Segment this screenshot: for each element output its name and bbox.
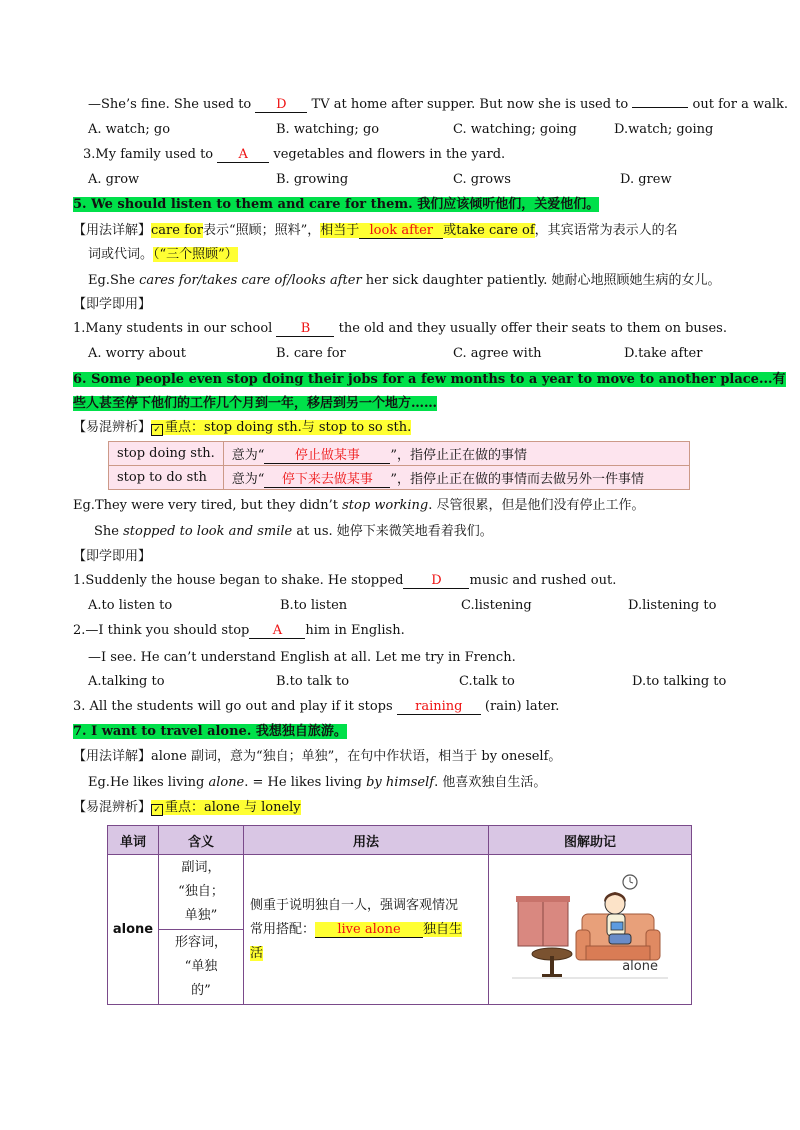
- checkbox-icon: ✓: [151, 804, 163, 816]
- section-7-usage: 【用法详解】alone 副词，意为“独自；单独”，在句中作状语，相当于 by oneself。: [73, 749, 562, 764]
- table-cell-meaning-adjective: 形容词， “单独 的”: [159, 930, 244, 1005]
- table-cell-meaning-adverb: 副词， “独自； 单独”: [159, 855, 244, 930]
- checkbox-icon: ✓: [151, 424, 163, 436]
- section-5-question-1: 1.Many students in our school B the old and they usually offer their seats to them on buses.: [73, 321, 727, 336]
- answer-blank: 停止做某事: [264, 448, 390, 464]
- section-5-usage: 【用法详解】care for表示“照顾；照料”，相当于 look after 或take care of，其宾语常为表示人的名: [73, 223, 678, 238]
- section-5-usage-line2: 词或代词。（“三个照顾”）: [88, 247, 238, 262]
- section-6-q1-option-d: D.listening to: [628, 598, 717, 613]
- section-6-q2-option-b: B.to talk to: [276, 674, 350, 689]
- section-5-example: Eg.She cares for/takes care of/looks after her sick daughter patiently. 她耐心地照顾她生病的女儿。: [88, 273, 721, 288]
- question-2-option-a: A. watch; go: [88, 122, 171, 137]
- question-2-stem: —She’s fine. She used to D TV at home after supper. But now she is used to out for a walk.: [88, 97, 788, 112]
- clock-icon: [623, 875, 637, 889]
- stop-comparison-table: [108, 441, 690, 490]
- section-5-option-b: B. care for: [276, 346, 346, 361]
- answer-blank: A: [217, 147, 269, 163]
- question-3-option-a: A. grow: [88, 172, 140, 187]
- answer-blank: A: [249, 623, 305, 639]
- table-row: [108, 855, 692, 930]
- section-6-question-3: 3. All the students will go out and play if it stops raining (rain) later.: [73, 699, 560, 714]
- answer-blank: 停下来去做某事: [264, 472, 390, 488]
- section-6-q2-option-d: D.to talking to: [632, 674, 727, 689]
- answer-blank: D: [255, 97, 307, 113]
- table-cell-usage: 侧重于说明独自一人，强调客观情况 常用搭配： live alone 独自生 活: [244, 855, 489, 1005]
- table-header-row: [108, 826, 692, 855]
- section-5-practice-tag: 【即学即用】: [73, 297, 152, 312]
- section-5-option-c: C. agree with: [453, 346, 542, 361]
- answer-blank: look after: [359, 223, 443, 239]
- section-6-q2-option-c: C.talk to: [459, 674, 515, 689]
- section-7-heading: 7. I want to travel alone. 我想独自旅游。: [73, 724, 347, 739]
- alone-lonely-table: [107, 825, 692, 1005]
- section-6-question-2: 2.—I think you should stop A him in English.: [73, 623, 405, 638]
- section-5-option-a: A. worry about: [88, 346, 187, 361]
- answer-blank: live alone: [315, 922, 423, 938]
- section-7-example: Eg.He likes living alone. = He likes living by himself. 他喜欢独自生活。: [88, 775, 547, 790]
- section-5-option-d: D.take after: [624, 346, 703, 361]
- table-cell-meaning: 意为“ 停下来去做某事 ”，指停止正在做的事情而去做另外一件事情: [223, 466, 689, 490]
- table-header-image: 图解助记: [489, 826, 692, 855]
- section-6-confuse: 【易混辨析】 ✓ 重点：stop doing sth.与 stop to so sth.: [73, 420, 412, 435]
- table-row: [109, 466, 690, 490]
- table-cell-meaning: 意为“ 停止做某事 ”，指停止正在做的事情: [223, 442, 689, 466]
- section-6-q1-option-b: B.to listen: [280, 598, 348, 613]
- section-6-q2-option-a: A.talking to: [88, 674, 165, 689]
- answer-blank: raining: [397, 699, 481, 715]
- section-6-practice-tag: 【即学即用】: [73, 549, 152, 564]
- table-cell-key: stop to do sth: [109, 466, 224, 490]
- section-6-example-2: She stopped to look and smile at us. 她停下来微笑地看着我们。: [94, 524, 493, 539]
- section-6-q1-option-a: A.to listen to: [88, 598, 173, 613]
- table-header-word: 单词: [108, 826, 159, 855]
- section-6-heading-line2: 些人甚至停下他们的工作几个月到一年，移居到另一个地方……: [73, 396, 438, 411]
- section-6-example-1: Eg.They were very tired, but they didn’t stop working. 尽管很累，但是他们没有停止工作。: [73, 498, 645, 513]
- table-header-usage: 用法: [244, 826, 489, 855]
- question-2-option-b: B. watching; go: [276, 122, 380, 137]
- section-6-heading-line1: 6. Some people even stop doing their jobs for a few months to a year to move to another place...有: [73, 372, 786, 387]
- question-2-option-c: C. watching; going: [453, 122, 577, 137]
- section-7-confuse: 【易混辨析】 ✓ 重点：alone 与 lonely: [73, 800, 301, 815]
- question-3-stem: 3.My family used to A vegetables and flowers in the yard.: [83, 147, 506, 162]
- question-3-option-d: D. grew: [620, 172, 672, 187]
- question-3-option-b: B. growing: [276, 172, 349, 187]
- empty-blank: [632, 107, 688, 108]
- table-header-meaning: 含义: [159, 826, 244, 855]
- answer-blank: D: [403, 573, 469, 589]
- section-6-question-2-reply: —I see. He can’t understand English at all. Let me try in French.: [88, 650, 516, 665]
- girl-alone-illustration: [512, 870, 668, 986]
- section-6-q1-option-c: C.listening: [461, 598, 532, 613]
- section-5-heading: 5. We should listen to them and care for them. 我们应该倾听他们，关爱他们。: [73, 197, 600, 212]
- section-6-question-1: 1.Suddenly the house began to shake. He stopped D music and rushed out.: [73, 573, 617, 588]
- illustration-caption: alone: [622, 958, 658, 974]
- question-2-option-d: D.watch; going: [614, 122, 714, 137]
- table-cell-word: alone: [108, 855, 159, 1005]
- answer-blank: B: [276, 321, 334, 337]
- table-cell-key: stop doing sth.: [109, 442, 224, 466]
- question-3-option-c: C. grows: [453, 172, 511, 187]
- table-cell-illustration: [489, 855, 692, 1005]
- table-row: [109, 442, 690, 466]
